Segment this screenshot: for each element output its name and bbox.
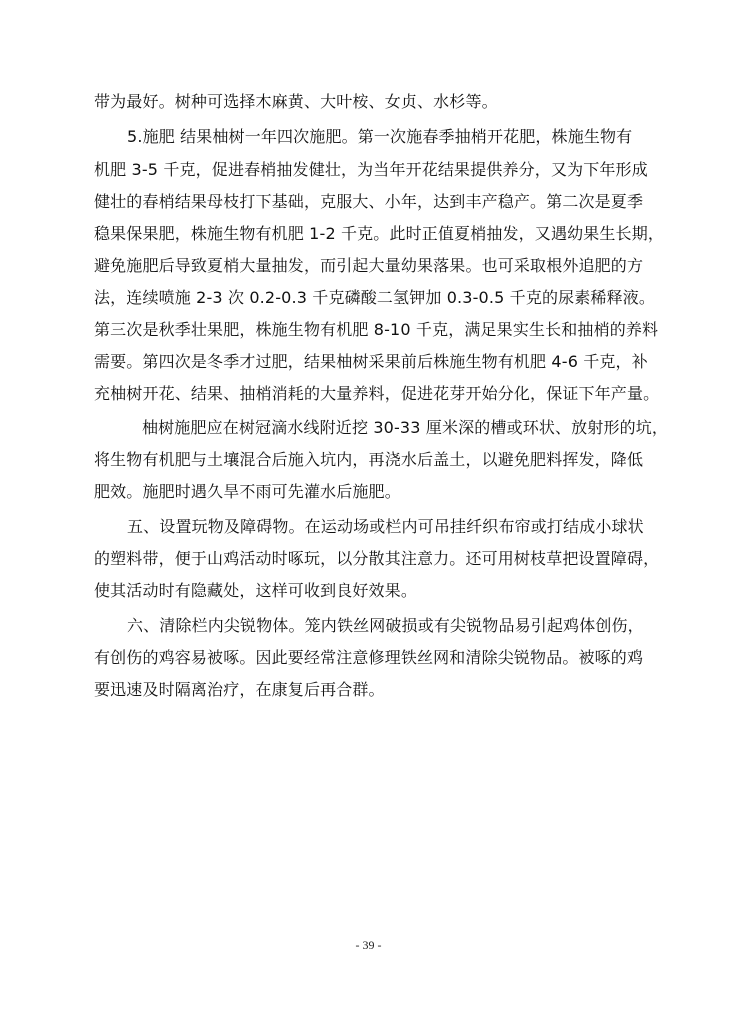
text-line: 五、设置玩物及障碍物。在运动场或栏内可吊挂纤织布帘或打结成小球状 — [127, 517, 644, 536]
text-line: 将生物有机肥与土壤混合后施入坑内，再浇水后盖土，以避免肥料挥发，降低 — [94, 450, 644, 469]
text-line: 法，连续喷施 2-3 次 0.2-0.3 千克磷酸二氢钾加 0.3-0.5 千克的尿素稀释液。 — [94, 288, 656, 307]
text-line: 六、清除栏内尖锐物体。笼内铁丝网破损或有尖锐物品易引起鸡体创伤， — [127, 616, 644, 635]
text-line: 充柚树开花、结果、抽梢消耗的大量养料，促进花芽开始分化，保证下年产量。 — [94, 384, 660, 403]
text-line: 要迅速及时隔离治疗，在康复后再合群。 — [94, 680, 385, 699]
text-line: 肥效。施肥时遇久旱不雨可先灌水后施肥。 — [94, 482, 401, 501]
text-line: 机肥 3-5 千克，促进春梢抽发健壮，为当年开花结果提供养分，又为下年形成 — [94, 160, 648, 179]
text-line: 需要。第四次是冬季才过肥，结果柚树采果前后株施生物有机肥 4-6 千克，补 — [94, 352, 648, 371]
text-line: 稳果保果肥，株施生物有机肥 1-2 千克。此时正值夏梢抽发，又遇幼果生长期， — [94, 224, 665, 243]
text-line: 健壮的春梢结果母枝打下基础，克服大、小年，达到丰产稳产。第二次是夏季 — [94, 192, 644, 211]
text-line: 的塑料带，便于山鸡活动时啄玩，以分散其注意力。还可用树枝草把设置障碍， — [94, 549, 660, 568]
text-line: 5.施肥 结果柚树一年四次施肥。第一次施春季抽梢开花肥，株施生物有 — [127, 127, 633, 146]
text-line: 避免施肥后导致夏梢大量抽发，而引起大量幼果落果。也可采取根外追肥的方 — [94, 256, 644, 275]
text-line: 带为最好。树种可选择木麻黄、大叶桉、女贞、水杉等。 — [94, 92, 498, 111]
text-line: 使其活动时有隐藏处，这样可收到良好效果。 — [94, 581, 418, 600]
text-line: 柚树施肥应在树冠滴水线附近挖 30-33 厘米深的槽或环状、放射形的坑， — [142, 418, 669, 437]
text-line: 第三次是秋季壮果肥，株施生物有机肥 8-10 千克，满足果实生长和抽梢的养料 — [94, 320, 659, 339]
text-line: 有创伤的鸡容易被啄。因此要经常注意修理铁丝网和清除尖锐物品。被啄的鸡 — [94, 648, 644, 667]
page-number: - 39 - — [355, 938, 382, 952]
